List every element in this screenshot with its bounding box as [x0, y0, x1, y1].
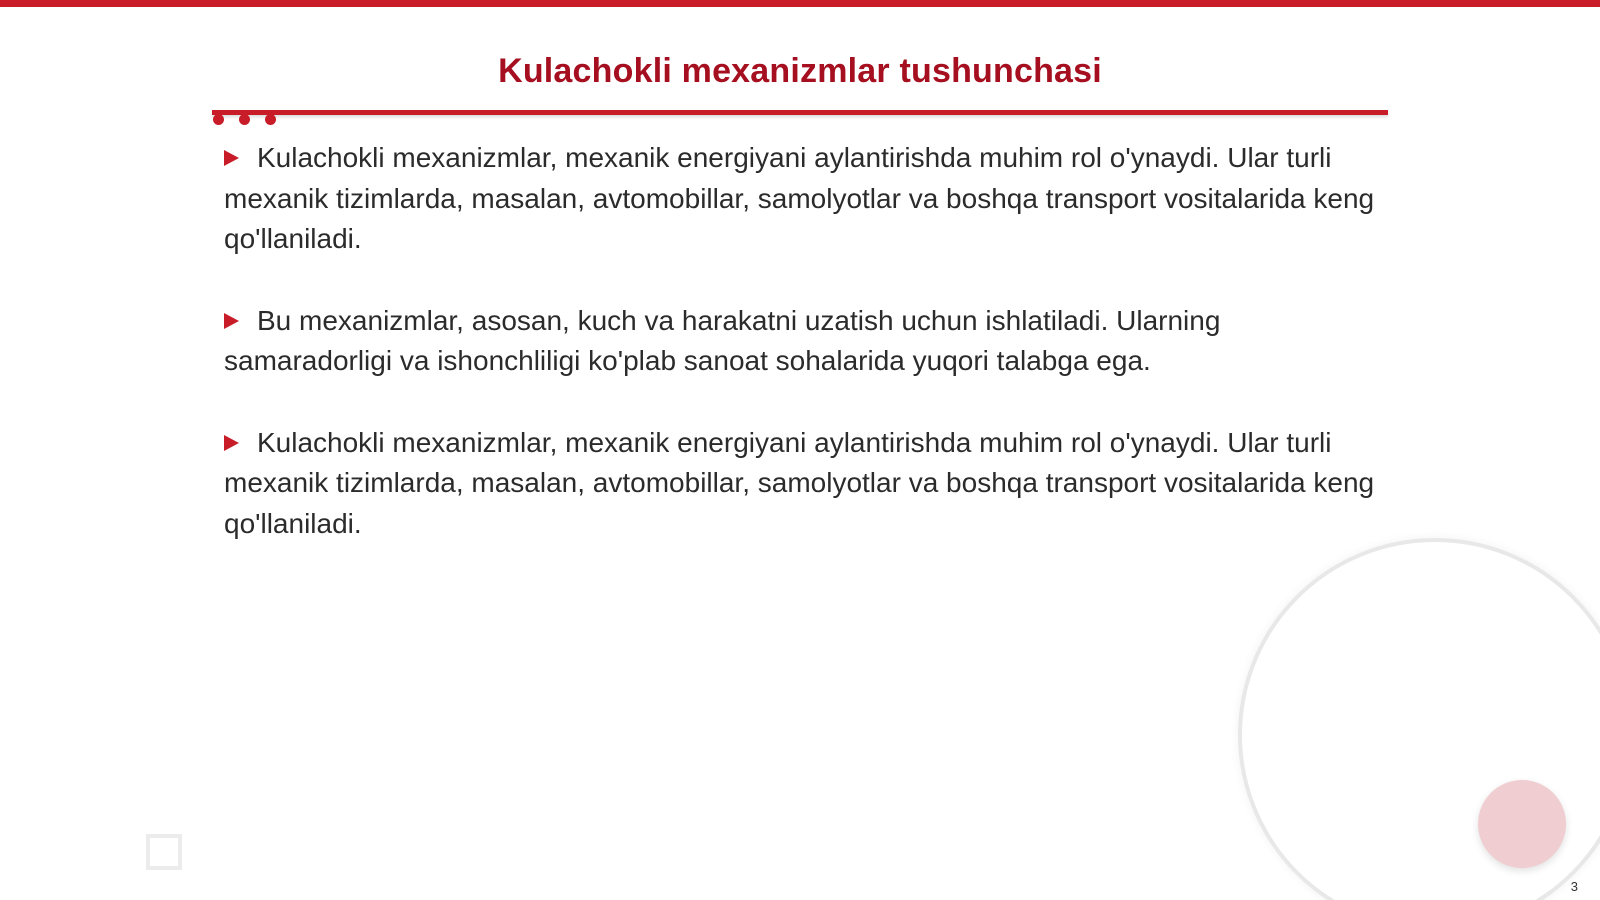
decor-dot [213, 114, 224, 125]
bullet-item [224, 423, 1384, 545]
triangle-right-icon [224, 313, 239, 329]
bullet-text: Kulachokli mexanizmlar, mexanik energiyani aylantirishda muhim rol o'ynaydi. Ular turli mexanik tizimlarda, masalan, avtomobillar, samolyotlar va boshqa transport vositalarida keng qo'llaniladi. [224, 426, 1375, 539]
title-underline [212, 110, 1388, 115]
page-number: 3 [1570, 879, 1578, 894]
bullet-item [224, 138, 1384, 260]
decor-square [146, 834, 182, 870]
decor-dot [239, 114, 250, 125]
triangle-right-icon [224, 435, 239, 451]
bullet-text: Bu mexanizmlar, asosan, kuch va harakatni uzatish uchun ishlatiladi. Ularning samaradorligi va ishonchliligi ko'plab sanoat sohalarida yuqori talabga ega. [224, 304, 1221, 376]
slide-title: Kulachokli mexanizmlar tushunchasi [498, 52, 1102, 90]
top-accent-bar [0, 0, 1600, 7]
bullet-text: Kulachokli mexanizmlar, mexanik energiyani aylantirishda muhim rol o'ynaydi. Ular turli mexanik tizimlarda, masalan, avtomobillar, samolyotlar va boshqa transport vositalarida keng qo'llaniladi. [224, 142, 1375, 254]
triangle-right-icon [224, 150, 239, 166]
decor-pink-circle [1478, 780, 1566, 868]
bullet-list [224, 138, 1384, 585]
bullet-item [224, 301, 1384, 382]
decor-dot [265, 114, 276, 125]
